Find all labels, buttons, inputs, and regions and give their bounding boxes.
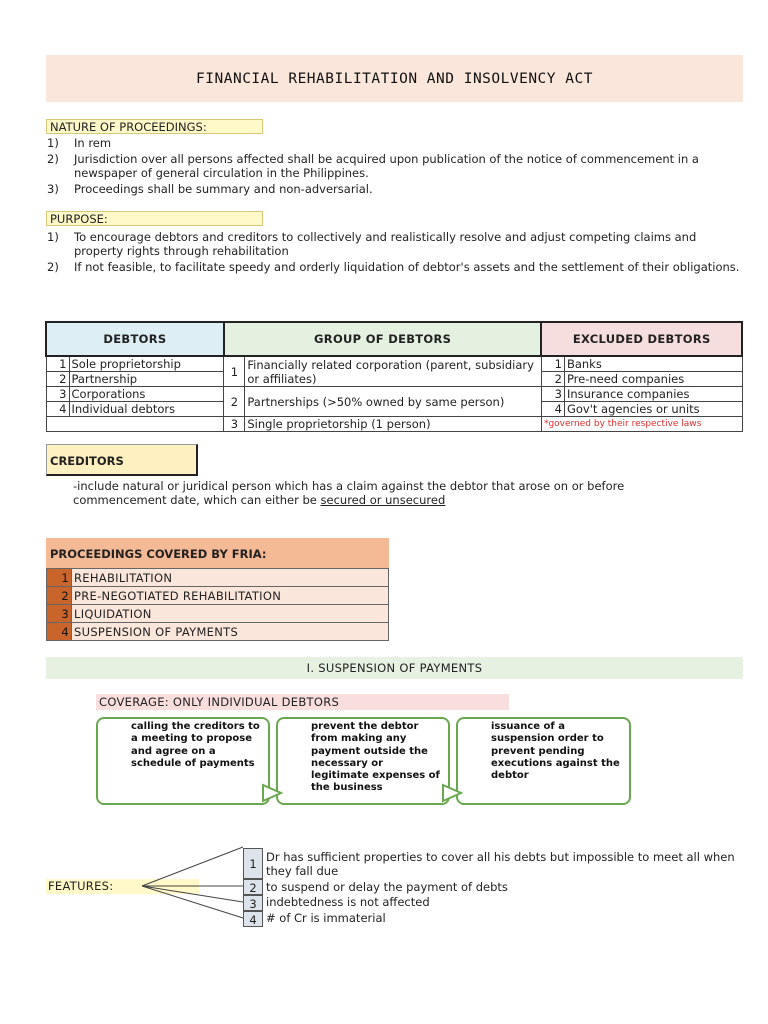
table-cell: Insurance companies (564, 387, 742, 402)
list-item: 2) Jurisdiction over all persons affected shall be acquired upon publication of the notice of commencement in a newspaper of general circulation in the Philippines. (47, 152, 699, 180)
nature-label: NATURE OF PROCEEDINGS: (46, 119, 263, 134)
feature-text: Dr has sufficient properties to cover all his debts but impossible to meet all when they fall due (266, 850, 735, 878)
arrow-right-icon (255, 783, 295, 803)
features-connector-lines (138, 845, 248, 925)
feature-number: 2 (243, 879, 263, 895)
creditors-description: -include natural or juridical person which has a claim against the debtor that arose on or before commencement date, which can either be secured or unsecured (73, 479, 625, 507)
purpose-label: PURPOSE: (46, 211, 263, 226)
group-header: GROUP OF DEBTORS (224, 322, 542, 356)
table-cell: Sole proprietorship (69, 356, 224, 372)
debtors-table: DEBTORS GROUP OF DEBTORS EXCLUDED DEBTORS 1 Sole proprietorship 1 Financially related corporation (parent, subsidiary or affiliates) 1 Banks 2 Partnership 2 Pre-need companies 3 Corporations 2 Partnerships (>50% owned by same person) 3 Insurance companies 4 Individual debtors 4 Gov't agencies or units 3 Single proprietorship (1 person) *governed by their respective laws (45, 321, 743, 432)
fria-header: PROCEEDINGS COVERED BY FRIA: (46, 538, 389, 568)
step-box: issuance of a suspension order to prevent pending executions against the debtor (456, 717, 631, 805)
step-box: calling the creditors to a meeting to propose and agree on a schedule of payments (96, 717, 270, 805)
arrow-right-icon (435, 783, 475, 803)
page-title: FINANCIAL REHABILITATION AND INSOLVENCY ACT (46, 55, 743, 102)
features-label: FEATURES: (46, 879, 199, 894)
nature-list (47, 136, 742, 198)
feature-text: # of Cr is immaterial (266, 911, 386, 925)
list-item: 1) To encourage debtors and creditors to collectively and realistically resolve and adjust competing claims and property rights through rehabilitation (47, 230, 697, 258)
list-item: 2) If not feasible, to facilitate speedy and orderly liquidation of debtor's assets and the settlement of their obligations. (47, 260, 740, 274)
table-row: 2 PRE-NEGOTIATED REHABILITATION (47, 587, 389, 605)
table-cell: Partnership (69, 372, 224, 387)
fria-table (46, 568, 389, 641)
table-cell: Banks (564, 356, 742, 372)
debtors-header: DEBTORS (46, 322, 224, 356)
excluded-header: EXCLUDED DEBTORS (541, 322, 742, 356)
table-cell: Gov't agencies or units (564, 402, 742, 417)
list-item: 3) Proceedings shall be summary and non-adversarial. (47, 182, 373, 196)
table-cell: Financially related corporation (parent, subsidiary or affiliates) (245, 356, 542, 387)
feature-number: 3 (243, 895, 263, 911)
feature-number: 4 (243, 911, 263, 927)
feature-number: 1 (243, 848, 263, 879)
suspension-heading: I. SUSPENSION OF PAYMENTS (46, 657, 743, 679)
step-box: prevent the debtor from making any payment outside the necessary or legitimate expenses of the business (276, 717, 450, 805)
table-row: 1 REHABILITATION (47, 569, 389, 587)
feature-text: indebtedness is not affected (266, 895, 430, 909)
table-cell: Partnerships (>50% owned by same person) (245, 387, 542, 417)
table-cell: Pre-need companies (564, 372, 742, 387)
table-row: 4 SUSPENSION OF PAYMENTS (47, 623, 389, 641)
table-cell: Individual debtors (69, 402, 224, 417)
creditors-label: CREDITORS (46, 444, 198, 476)
coverage-label: COVERAGE: ONLY INDIVIDUAL DEBTORS (96, 694, 509, 710)
purpose-list (47, 230, 742, 276)
table-row: 3 LIQUIDATION (47, 605, 389, 623)
table-cell: Corporations (69, 387, 224, 402)
feature-text: to suspend or delay the payment of debts (266, 880, 508, 894)
excluded-note: *governed by their respective laws (541, 417, 742, 432)
table-cell: Single proprietorship (1 person) (245, 417, 542, 432)
list-item: 1) In rem (47, 136, 112, 150)
